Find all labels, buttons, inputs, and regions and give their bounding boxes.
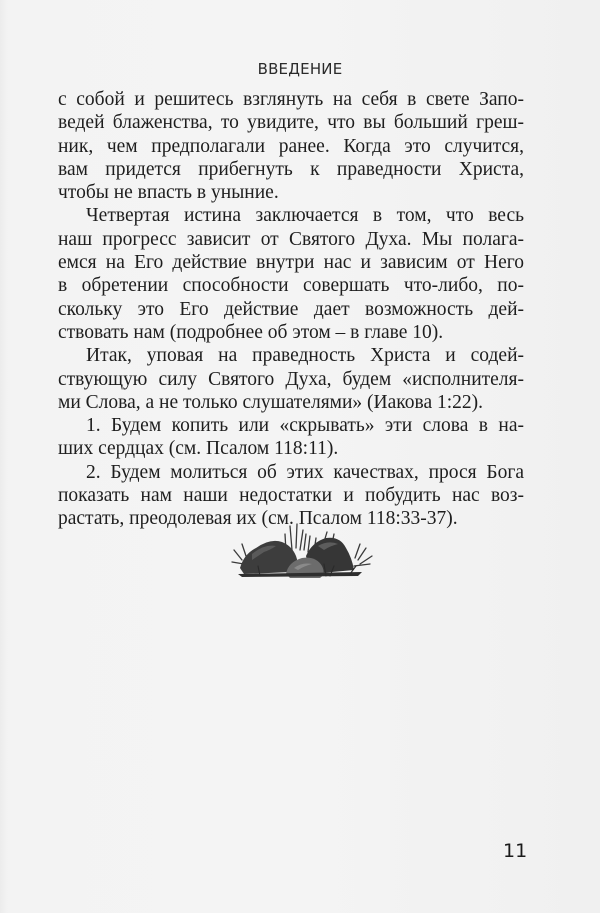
text-line: показать нам наши недостатки и побудить нас воз- [58,485,524,507]
text-line: наш прогресс зависит от Святого Духа. Мы полага- [58,228,524,250]
text-line: ник, чем предполагали ранее. Когда это случится, [58,135,524,157]
text-line: скольку это Его действие дает возможность дей- [58,298,524,320]
text-line: чтобы не впасть в уныние. [58,182,279,204]
running-head-title: ВВЕДЕНИЕ [257,60,343,78]
text-line: растать, преодолевая их (см. Псалом 118:33-37). [58,508,458,530]
text-line: ствующую силу Святого Духа, будем «исполнителя- [58,368,524,390]
text-line: Итак, уповая на праведность Христа и содей- [86,345,524,367]
text-line: ствовать нам (подробнее об этом – в главе 10). [58,321,444,343]
text-line: вам придется прибегнуть к праведности Христа, [58,158,524,180]
text-line: с собой и решитесь взглянуть на себя в свете Запо- [58,89,524,110]
text-line: емся на Его действие внутри нас и зависим от Него [58,252,524,274]
rocks-and-grass-icon [230,520,375,580]
text-line: 2. Будем молиться об этих качествах, прося Бога [86,461,524,483]
text-line: в обретении способности совершать что-либо, по- [58,275,524,297]
text-line: ведей блаженства, то увидите, что вы больший греш- [58,112,524,134]
paragraph [58,204,524,344]
page-number: 11 [503,840,528,862]
text-line: ми Слова, а не только слушателями» (Иакова 1:22). [58,391,484,413]
body-text [58,88,524,531]
paragraph [58,88,524,204]
paragraph [58,344,524,414]
text-line: ших сердцах (см. Псалом 118:11). [58,438,339,460]
list-item [58,414,524,461]
text-line: 1. Будем копить или «скрывать» эти слова в на- [86,415,524,437]
text-line: Четвертая истина заключается в том, что весь [86,205,524,227]
